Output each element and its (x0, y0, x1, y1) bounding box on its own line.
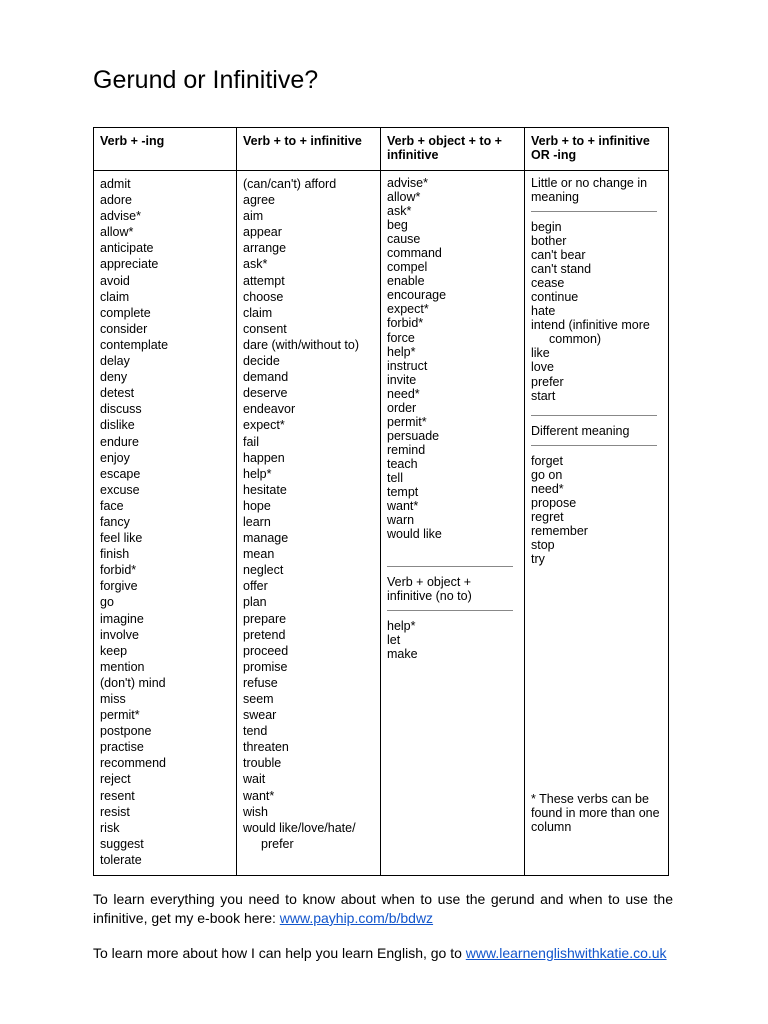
list-item: fail (243, 434, 259, 449)
list-item: reject (100, 772, 131, 787)
list-item: threaten (243, 740, 289, 755)
list-item: ask* (387, 204, 412, 219)
list-item: mention (100, 659, 145, 674)
list-item: prefer (531, 374, 564, 389)
ebook-paragraph (93, 890, 673, 928)
list-item: tempt (387, 485, 419, 500)
list-item: propose (531, 495, 577, 510)
list-item: expect* (243, 418, 285, 433)
list-item: involve (100, 627, 139, 642)
list-item: forgive (100, 579, 138, 594)
list-item: encourage (387, 288, 447, 303)
list-item: mean (243, 547, 275, 562)
column-divider (236, 128, 237, 875)
list-item-continuation: common) (549, 332, 602, 347)
list-item: dislike (100, 418, 135, 433)
list-item: (don't) mind (100, 675, 166, 690)
header-verb-to-infinitive: Verb + to + infinitive (243, 134, 362, 148)
sub-heading-no-to: Verb + object + infinitive (no to) (387, 575, 472, 604)
list-item: demand (243, 370, 289, 385)
list-item: recommend (100, 756, 166, 771)
header-divider (94, 170, 668, 171)
list-item: discuss (100, 402, 142, 417)
column-divider (524, 128, 525, 875)
list-item: help* (387, 619, 416, 634)
list-item: admit (100, 177, 131, 191)
list-item: need* (387, 386, 420, 401)
section-divider (531, 415, 657, 416)
list-item: help* (243, 466, 272, 481)
list-item: instruct (387, 358, 428, 373)
section-divider (387, 566, 513, 567)
list-item: manage (243, 531, 289, 546)
list-item: need* (531, 481, 564, 496)
list-item: forbid* (387, 316, 424, 331)
list-item: agree (243, 193, 275, 208)
list-item: tend (243, 724, 268, 739)
list-item: miss (100, 692, 126, 706)
list-item: remember (531, 523, 588, 538)
list-item: intend (infinitive more (531, 318, 650, 333)
list-item: invite (387, 372, 417, 387)
section-divider (531, 211, 657, 212)
website-link[interactable]: www.learnenglishwithkatie.co.uk (465, 945, 667, 961)
list-item: proceed (243, 643, 289, 658)
list-item: contemplate (100, 337, 169, 352)
list-item: risk (100, 820, 120, 835)
list-item: bother (531, 234, 567, 249)
list-item: try (531, 551, 545, 566)
list-item: resist (100, 804, 130, 819)
list-item: escape (100, 466, 141, 481)
list-item: (can/can't) afford (243, 177, 337, 191)
sub-heading-different-meaning: Different meaning (531, 423, 630, 438)
list-item: cease (531, 276, 565, 291)
list-item: command (387, 246, 442, 261)
list-item: seem (243, 692, 274, 706)
list-item: claim (100, 289, 130, 304)
list-item: fancy (100, 514, 130, 529)
no-change-meaning-list (531, 220, 659, 332)
ebook-link[interactable]: www.payhip.com/b/bdwz (279, 910, 434, 926)
verb-object-infinitive-no-to-list (387, 619, 515, 661)
list-item: enjoy (100, 450, 130, 465)
list-item: trouble (243, 756, 282, 771)
list-item: decide (243, 354, 280, 369)
list-item: go on (531, 467, 563, 482)
list-item: start (531, 388, 556, 403)
column-verb-ing (100, 176, 228, 868)
list-item: suggest (100, 836, 144, 851)
list-item: remind (387, 442, 426, 457)
list-item: refuse (243, 675, 278, 690)
list-item: cause (387, 232, 421, 247)
list-item: help* (387, 344, 416, 359)
list-item: beg (387, 218, 408, 233)
list-item: warn (387, 513, 415, 528)
list-item: ask* (243, 257, 268, 272)
section-divider (387, 610, 513, 611)
list-item: consider (100, 321, 148, 336)
list-item: order (387, 400, 417, 415)
list-item: excuse (100, 482, 140, 497)
list-item: regret (531, 509, 564, 524)
different-meaning-list (531, 454, 659, 566)
list-item: aim (243, 209, 264, 224)
list-item: avoid (100, 273, 130, 288)
list-item: love (531, 360, 554, 375)
list-item: keep (100, 643, 128, 658)
list-item: feel like (100, 531, 143, 546)
list-item-continuation: prefer (261, 836, 294, 851)
list-item: want* (387, 499, 419, 514)
list-item: let (387, 633, 401, 648)
list-item: permit* (387, 414, 427, 429)
list-item: forget (531, 453, 563, 468)
list-item: tell (387, 470, 403, 485)
list-item: arrange (243, 241, 287, 256)
section-divider (531, 445, 657, 446)
header-verb-object-to-infinitive: Verb + object + to + infinitive (387, 134, 502, 162)
list-item: appear (243, 225, 282, 240)
list-item: allow* (387, 190, 421, 205)
list-item: swear (243, 708, 277, 723)
verb-to-infinitive-list (243, 176, 371, 836)
list-item: compel (387, 260, 428, 275)
list-item: stop (531, 537, 555, 552)
list-item: appreciate (100, 257, 159, 272)
list-item: complete (100, 305, 151, 320)
list-item: make (387, 647, 418, 662)
list-item: want* (243, 788, 275, 803)
list-item: postpone (100, 724, 152, 739)
list-item: force (387, 330, 415, 345)
list-item: continue (531, 290, 579, 305)
list-item: deserve (243, 386, 288, 401)
list-item: hesitate (243, 482, 287, 497)
header-verb-to-infinitive-or-ing: Verb + to + infinitive OR -ing (531, 134, 650, 162)
list-item: plan (243, 595, 267, 610)
list-item: persuade (387, 428, 440, 443)
list-item: detest (100, 386, 135, 401)
website-paragraph (93, 944, 673, 963)
list-item: attempt (243, 273, 285, 288)
column-verb-to-infinitive-or-ing (531, 176, 659, 566)
list-item: would like (387, 527, 442, 542)
header-verb-ing: Verb + -ing (100, 134, 165, 148)
list-item: deny (100, 370, 128, 385)
column-verb-to-infinitive (243, 176, 371, 852)
ebook-text: To learn everything you need to know about when to use the gerund and when to use the infinitive, get my e-book here: (93, 891, 673, 926)
list-item: wish (243, 804, 269, 819)
list-item: anticipate (100, 241, 154, 256)
column-divider (380, 128, 381, 875)
list-item: advise* (387, 176, 428, 190)
footnote: * These verbs can be found in more than one column (531, 792, 660, 834)
list-item: like (531, 346, 550, 361)
list-item: offer (243, 579, 268, 594)
list-item: advise* (100, 209, 141, 224)
list-item: can't bear (531, 248, 586, 263)
list-item: endeavor (243, 402, 296, 417)
list-item: adore (100, 193, 132, 208)
list-item: wait (243, 772, 266, 787)
sub-heading-no-change: Little or no change in meaning (531, 176, 648, 204)
list-item: would like/love/hate/ (243, 820, 356, 835)
list-item: dare (with/without to) (243, 337, 360, 352)
column-verb-object-to-infinitive (387, 176, 515, 661)
list-item: claim (243, 305, 273, 320)
no-change-meaning-list-tail (531, 346, 659, 402)
list-item: neglect (243, 563, 284, 578)
list-item: happen (243, 450, 285, 465)
list-item: allow* (100, 225, 134, 240)
list-item: imagine (100, 611, 144, 626)
list-item: hope (243, 498, 271, 513)
list-item: begin (531, 220, 562, 234)
list-item: finish (100, 547, 130, 562)
list-item: resent (100, 788, 135, 803)
list-item: permit* (100, 708, 140, 723)
list-item: go (100, 595, 114, 610)
list-item: pretend (243, 627, 286, 642)
list-item: face (100, 498, 124, 513)
list-item: practise (100, 740, 144, 755)
verb-ing-list (100, 176, 228, 868)
verb-table (93, 127, 669, 876)
list-item: delay (100, 354, 130, 369)
list-item: expect* (387, 302, 429, 317)
verb-object-to-infinitive-list (387, 176, 515, 541)
website-text: To learn more about how I can help you learn English, go to (93, 945, 466, 961)
list-item: forbid* (100, 563, 137, 578)
list-item: hate (531, 304, 556, 319)
list-item: promise (243, 659, 288, 674)
list-item: learn (243, 514, 271, 529)
list-item: prepare (243, 611, 287, 626)
list-item: endure (100, 434, 139, 449)
list-item: enable (387, 274, 425, 289)
list-item: can't stand (531, 262, 592, 277)
page-title: Gerund or Infinitive? (93, 66, 319, 94)
list-item: consent (243, 321, 287, 336)
list-item: teach (387, 456, 418, 471)
list-item: choose (243, 289, 284, 304)
list-item: tolerate (100, 852, 142, 867)
